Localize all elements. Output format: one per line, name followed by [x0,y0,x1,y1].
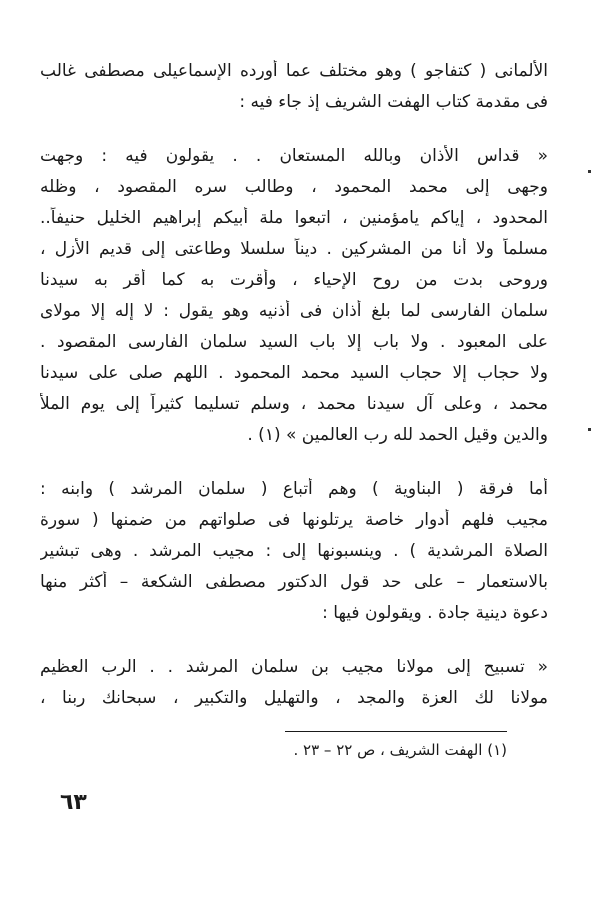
text-line: مجيب فلهم أدوار خاصة يرتلونها فى صلواتهم من ضمنها ( سورة [40,510,548,530]
text-line: سلمان الفارسى لما بلغ أذان فى أذنيه وهو يقول : لا إله إلا مولاى [40,301,548,321]
text-line: « تسبيح إلى مولانا مجيب بن سلمان المرشد . . الرب العظيم [40,657,548,677]
text-line: بالاستعمار – على حد قول الدكتور مصطفى الشكعة – أكثر منها [40,572,548,592]
scan-mark [588,428,591,431]
text-line: ولا حجاب إلا حجاب السيد محمد المحمود . اللهم صلى على سيدنا [40,363,548,383]
text-line: الألمانى ( كتفاجو ) وهو مختلف عما أورده الإسماعيلى مصطفى غالب [40,61,548,81]
text-line: فى مقدمة كتاب الهفت الشريف إذ جاء فيه : [239,92,548,112]
text-line: مسلماً ولا أنا من المشركين . ديناً سلسلا وطاعتى إلى قديم الأزل ، [40,239,548,259]
text-line: محمد ، وعلى آل سيدنا محمد ، وسلم تسليما كثيراً إلى يوم الملأ [40,394,548,414]
text-line: « قداس الأذان وبالله المستعان . . يقولون فيه : وجهت [40,146,548,166]
text-line: وروحى بدت من روح الإحياء ، وأقرت به كما أقر به سيدنا [40,270,548,290]
text-line: الصلاة المرشدية ) . وينسبونها إلى : مجيب المرشد . وهى تبشير [40,541,548,561]
footnote-divider [285,731,507,732]
footnote: (١) الهفت الشريف ، ص ٢٢ – ٢٣ . [293,741,507,759]
text-line: أما فرقة ( البناوية ) وهم أتباع ( سلمان المرشد ) وابنه : [40,479,548,499]
text-line: والدين وقيل الحمد لله رب العالمين » (١) . [247,425,548,445]
text-line: مولانا لك العزة والمجد ، والتهليل والتكبير ، سبحانك ربنا ، [40,688,548,708]
text-line: دعوة دينية جادة . ويقولون فيها : [322,603,548,623]
scan-mark [588,170,591,173]
page-number: ٦٣ [60,790,87,815]
text-line: على المعبود . ولا باب إلا باب السيد سلمان الفارسى المقصود . [40,332,548,352]
text-line: المحدود ، إياكم يامؤمنين ، اتبعوا ملة أبيكم إبراهيم الخليل حنيفاً.. [40,208,548,228]
text-line: وجهى إلى محمد المحمود ، وطالب سره المقصود ، وظله [40,177,548,197]
